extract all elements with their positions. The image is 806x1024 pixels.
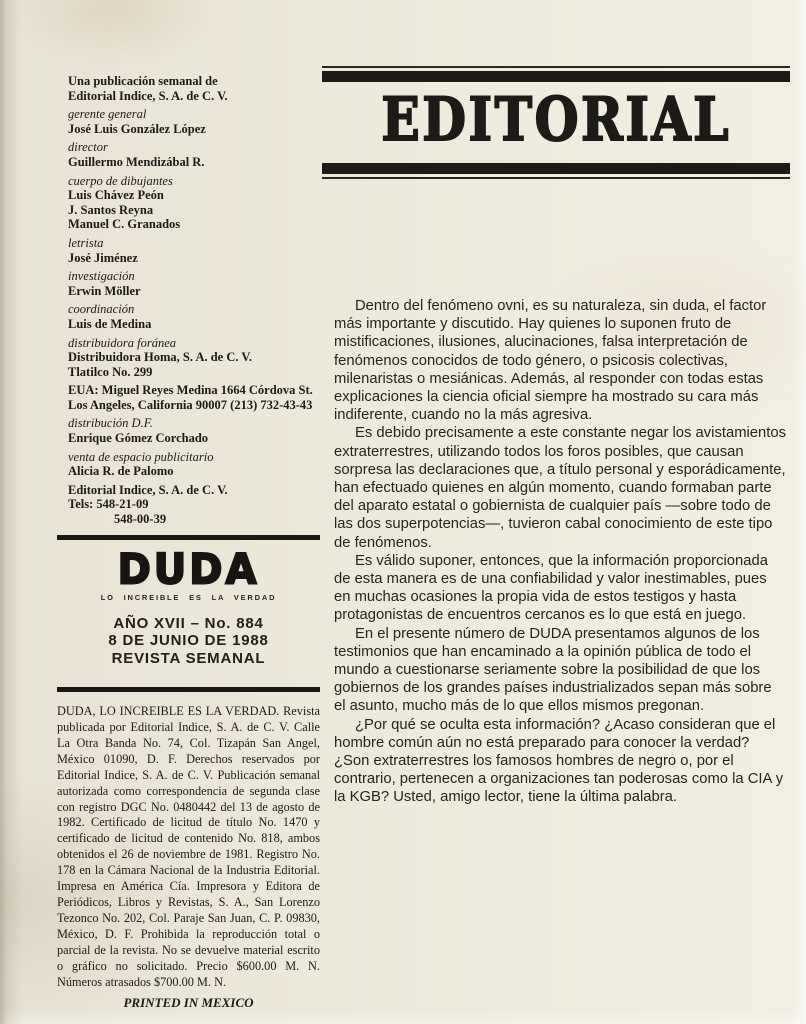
contact-line: 548-00-39 (114, 512, 167, 527)
staff-entry (68, 174, 320, 232)
staff-entry (68, 383, 320, 412)
masthead-column (57, 74, 320, 1011)
staff-name: Luis Chávez Peón (68, 188, 164, 203)
staff-role: distribuidora foránea (68, 335, 176, 350)
staff-name: Alicia R. de Palomo (68, 464, 174, 479)
staff-name: Tlatilco No. 299 (68, 364, 153, 379)
staff-role: director (68, 140, 108, 155)
publisher-lines (68, 74, 320, 103)
staff-name: Guillermo Mendizábal R. (68, 154, 205, 169)
contact-line: Editorial Indice, S. A. de C. V. (68, 482, 228, 497)
publisher-line: Una publicación semanal de (68, 74, 218, 88)
staff-name: Manuel C. Granados (68, 217, 181, 232)
contact-block (68, 483, 320, 527)
staff-entry (68, 269, 320, 298)
issue-info (57, 615, 320, 668)
staff-name: José Luis González López (68, 121, 206, 136)
staff-entry (68, 107, 320, 136)
staff-name: EUA: Miguel Reyes Medina 1664 Córdova St. Los Angeles, California 90007 (213) 732-43-43 (68, 383, 313, 412)
staff-name: Enrique Gómez Corchado (68, 431, 209, 446)
editorial-title-text: EDITORIAL (381, 85, 731, 155)
editorial-body (334, 297, 786, 807)
staff-name: Erwin Möller (68, 283, 141, 298)
issue-line: 8 DE JUNIO DE 1988 (108, 632, 269, 650)
contact-line: Tels: 548-21-09 (68, 497, 149, 512)
staff-role: distribución D.F. (68, 416, 153, 431)
staff-entry (68, 336, 320, 380)
header-rule-thin-top (322, 66, 790, 68)
editorial-paragraph: ¿Por qué se oculta esta información? ¿Acaso consideran que el hombre común aún no está preparado para conocer la verdad? ¿Son extraterrestres los famosos hombres de negro o, por el contrario, pertenecen a organizaciones tan poderosas como la CIA y la KGB? Usted, amigo lector, tiene la última palabra. (334, 716, 784, 806)
staff-entry (68, 302, 320, 331)
printed-in-mexico: PRINTED IN MEXICO (123, 995, 254, 1011)
editorial-paragraph: Es válido suponer, entonces, que la información proporcionada de esta manera es de una confiabilidad y valor inestimables, pues en muchas ocasiones la propia vida de estos testigos y hasta protagonistas de encuentros cercanos es lo que está en juego. (334, 552, 768, 624)
divider-rule-bottom (57, 687, 320, 692)
editorial-column (322, 66, 790, 807)
logo-tagline: LO INCREIBLE ES LA VERDAD (100, 592, 277, 602)
staff-name: J. Santos Reyna (68, 202, 154, 217)
publisher-line: Editorial Indice, S. A. de C. V. (68, 88, 228, 103)
staff-name: Luis de Medina (68, 316, 152, 331)
legal-text: DUDA, LO INCREIBLE ES LA VERDAD. Revista publicada por Editorial Indice, S. A. de C. V. Calle La Otra Banda No. 74, Col. Tizapán San Angel, México 01090, D. F. Derechos reservados por Editorial Indice, S. A. de C. V. Publicación semanal autorizada como correspondencia de segunda clase con registro DGC No. 0480442 del 13 de agosto de 1982. Certificado de licitud de título No. 1470 y certificado de licitud de contenido No. 818, ambos obtenidos el 26 de noviembre de 1981. Registro No. 178 en la Cámara Nacional de la Industria Editorial. Impresa en América Cía. Impresora y Editora de Periódicos, Libros y Revistas, S. A., San Lorenzo Tezonco No. 202, Col. Paraje San Juan, C. P. 09830, México, D. F. Prohibida la reproducción total o parcial de la revista. No se devuelve material escrito o gráfico no solicitado. Precio $600.00 M. N. Números atrasados $700.00 M. N. (57, 704, 320, 989)
issue-line: REVISTA SEMANAL (111, 649, 266, 667)
editorial-title (322, 82, 790, 160)
staff-entry (68, 416, 320, 445)
header-rule-thin-bottom (322, 177, 790, 179)
staff-role: gerente general (68, 107, 147, 122)
staff-role: cuerpo de dibujantes (68, 173, 173, 188)
staff-entry (68, 236, 320, 265)
duda-logo: DUDA (117, 545, 260, 594)
editorial-paragraph: Es debido precisamente a este constante negar los avistamientos extraterrestres, utilizando todos los foros posibles, que causan sorpresa las declaraciones que, a título personal y esporádicamente, han efectuado quienes en algún momento, cuando formaban parte del aparato estatal o gobiernista de cualquier país —sobre todo de las dos superpotencias—, tuvieron cabal conocimiento de este tipo de fenómenos. (334, 425, 787, 551)
editorial-header (322, 66, 790, 179)
editorial-paragraph: Dentro del fenómeno ovni, es su naturaleza, sin duda, el factor más importante y discutido. Hay quienes lo suponen fruto de mistificaciones, ilusiones, alucinaciones, falsa interpretación de fenómenos conocidos de todo género, o psicosis colectivas, milenaristas o mesiánicas. Además, al responder con todas estas explicaciones la ciencia oficial siempre ha mostrado su cara más indiferente, cuando no la más agresiva. (334, 298, 767, 424)
logo-block (57, 540, 320, 680)
staff-role: letrista (68, 235, 104, 250)
masthead-text (57, 74, 320, 527)
staff-role: venta de espacio publicitario (68, 449, 214, 464)
issue-line: AÑO XVII – No. 884 (113, 614, 264, 632)
header-bar-top (322, 71, 790, 82)
staff-list (68, 107, 320, 479)
staff-name: Distribuidora Homa, S. A. de C. V. (68, 350, 252, 365)
editorial-paragraph: En el presente número de DUDA presentamos algunos de los testimonios que han encaminado a la opinión pública de todo el mundo a cuestionarse seriamente sobre la posibilidad de que los gobiernos de los grandes países industrializados sepan más sobre el asunto, mucho más de lo que ellos mismos pregonan. (334, 625, 772, 715)
staff-role: investigación (68, 269, 135, 284)
staff-role: coordinación (68, 302, 135, 317)
staff-entry (68, 450, 320, 479)
staff-entry (68, 140, 320, 169)
staff-name: José Jiménez (68, 250, 138, 265)
header-bar-bottom (322, 163, 790, 174)
